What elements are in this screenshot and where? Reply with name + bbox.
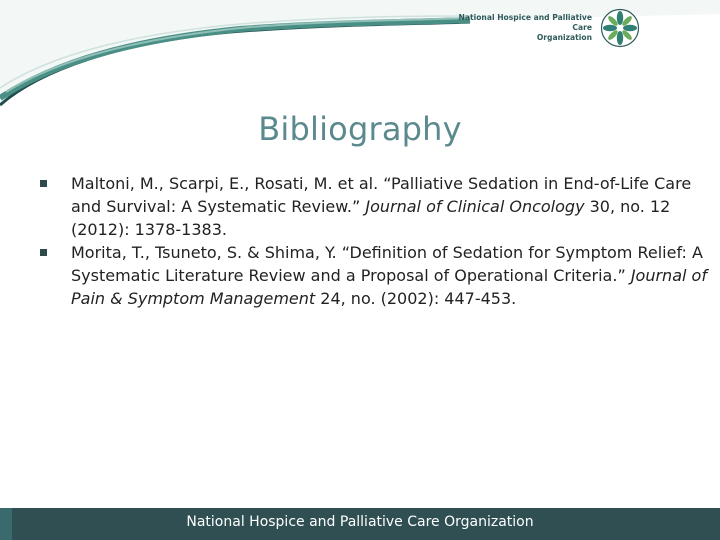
org-name-line2: Organization <box>536 33 592 42</box>
reference-text: Maltoni, M., Scarpi, E., Rosati, M. et al. “Palliative Sedation in End-of-Life Care and Survival: A Systematic Review.” <box>71 174 692 216</box>
bullet-square-icon <box>40 180 47 187</box>
slide-title: Bibliography <box>258 110 462 148</box>
reference-text: Morita, T., Tsuneto, S. & Shima, Y. “Definition of Sedation for Symptom Relief: A Systematic Literature Review and a Proposal of Operational Criteria.” <box>71 243 703 285</box>
journal-name: Journal of Clinical Oncology <box>365 197 585 216</box>
org-name <box>452 13 592 43</box>
journal-name: Journal of Pain & Symptom Management <box>71 266 707 308</box>
org-name-line1: National Hospice and Palliative Care <box>458 13 592 32</box>
reference-citation: 30, no. 12 (2012): 1378-1383. <box>71 197 671 239</box>
footer-org-name: National Hospice and Palliative Care Organization <box>186 514 534 530</box>
nhpco-star-logo-icon <box>600 8 640 48</box>
reference-list <box>38 172 708 310</box>
reference-item <box>38 241 708 310</box>
reference-item <box>38 172 708 241</box>
bullet-square-icon <box>40 249 47 256</box>
reference-citation: 24, no. (2002): 447-453. <box>315 289 517 308</box>
org-logo <box>452 6 714 50</box>
